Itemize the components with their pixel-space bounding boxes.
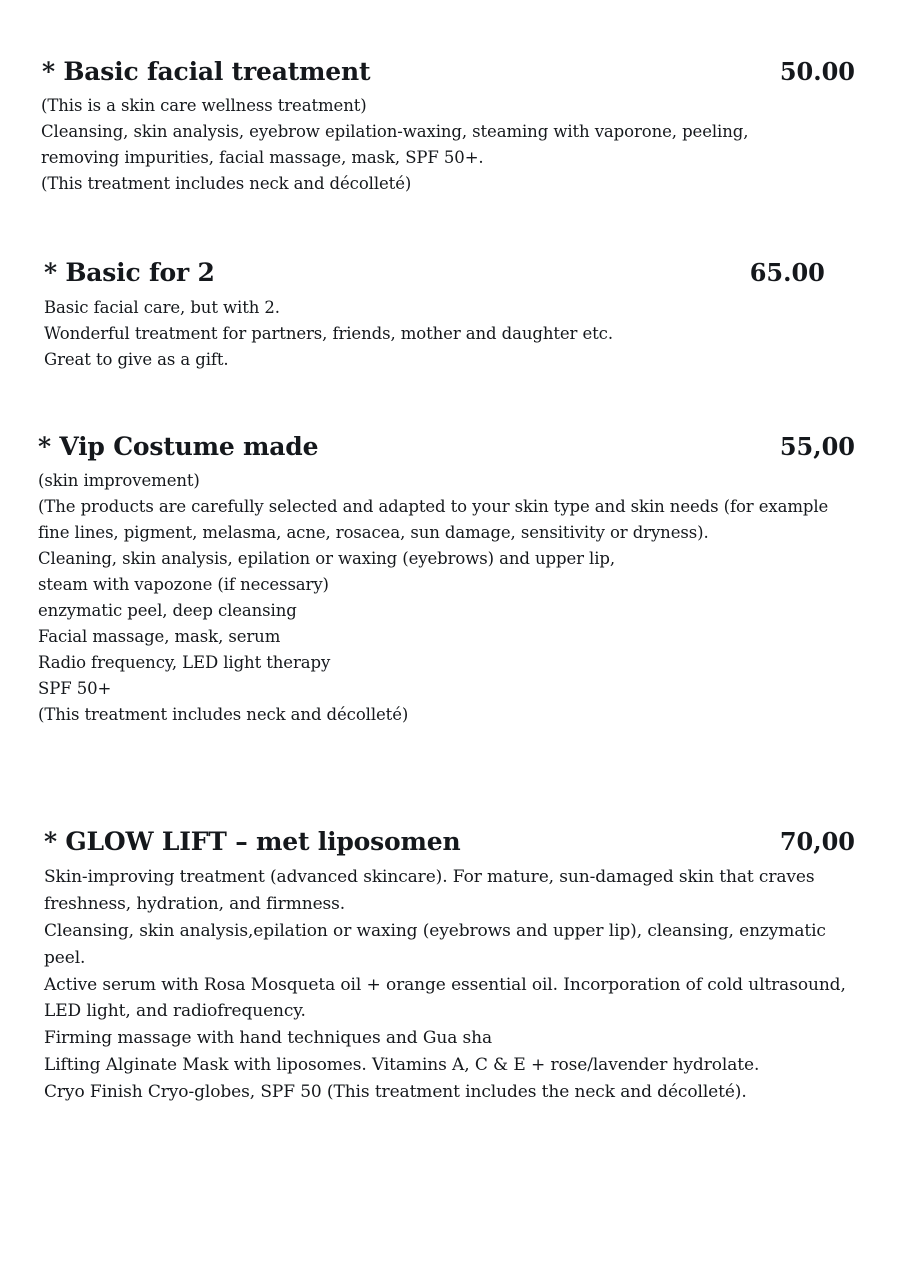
description-line: Cleansing, skin analysis, eyebrow epilation-waxing, steaming with vaporone, peeling, removing impurities, facial massage, mask, SPF 50+. [41,121,749,167]
treatment-description [38,295,855,373]
treatment-title: * Vip Costume made [38,431,319,461]
treatment-item-basic-facial [38,58,855,197]
treatment-price: 65.00 [749,258,825,287]
description-line: (skin improvement) [38,470,200,490]
treatment-header [38,828,855,857]
treatment-description [38,468,838,729]
description-line: (The products are carefully selected and adapted to your skin type and skin needs (for example fine lines, pigment, melasma, acne, rosacea, sun damage, sensitivity or dryness). [38,496,829,542]
description-line: Active serum with Rosa Mosqueta oil + orange essential oil. Incorporation of cold ultrasound, LED light, and radiofrequency. [44,974,846,1022]
description-line: Facial massage, mask, serum [38,627,281,647]
description-line: Cleaning, skin analysis, epilation or waxing (eyebrows) and upper lip, [38,548,616,568]
description-line: SPF 50+ [38,679,112,699]
treatment-item-basic-for-2 [38,259,855,373]
treatment-price: 70,00 [779,827,855,857]
description-line: Firming massage with hand techniques and Gua sha [44,1028,493,1049]
treatment-title: * GLOW LIFT – met liposomen [44,827,461,857]
description-line: Cryo Finish Cryo-globes, SPF 50 (This treatment includes the neck and décolleté). [44,1081,747,1102]
description-line: Basic facial care, but with 2. [44,297,280,317]
description-line: (This treatment includes neck and décolleté) [38,705,409,725]
treatment-description [38,93,811,197]
treatment-item-vip-costume-made [38,433,855,728]
description-line: (This treatment includes neck and décolleté) [41,173,412,193]
description-line: (This is a skin care wellness treatment) [41,95,367,115]
treatment-description [38,864,854,1106]
treatment-title: * Basic for 2 [44,258,215,287]
description-line: Skin-improving treatment (advanced skincare). For mature, sun-damaged skin that craves freshness, hydration, and firmness. [44,867,815,914]
description-line: Cleansing, skin analysis,epilation or waxing (eyebrows and upper lip), cleansing, enzymatic peel. [44,920,826,968]
treatment-header [38,58,855,87]
description-line: Radio frequency, LED light therapy [38,653,331,673]
treatment-item-glow-lift [38,828,855,1105]
treatment-header [38,433,855,462]
description-line: steam with vapozone (if necessary) [38,574,329,594]
description-line: Great to give as a gift. [44,349,229,369]
description-line: enzymatic peel, deep cleansing [38,601,297,620]
treatment-price: 55,00 [779,431,855,461]
description-line: Wonderful treatment for partners, friends, mother and daughter etc. [44,323,613,343]
treatment-price: 50.00 [779,57,855,86]
description-line: Lifting Alginate Mask with liposomes. Vitamins A, C & E + rose/lavender hydrolate. [44,1055,760,1076]
treatment-header [38,259,855,288]
treatment-title: * Basic facial treatment [42,57,371,86]
